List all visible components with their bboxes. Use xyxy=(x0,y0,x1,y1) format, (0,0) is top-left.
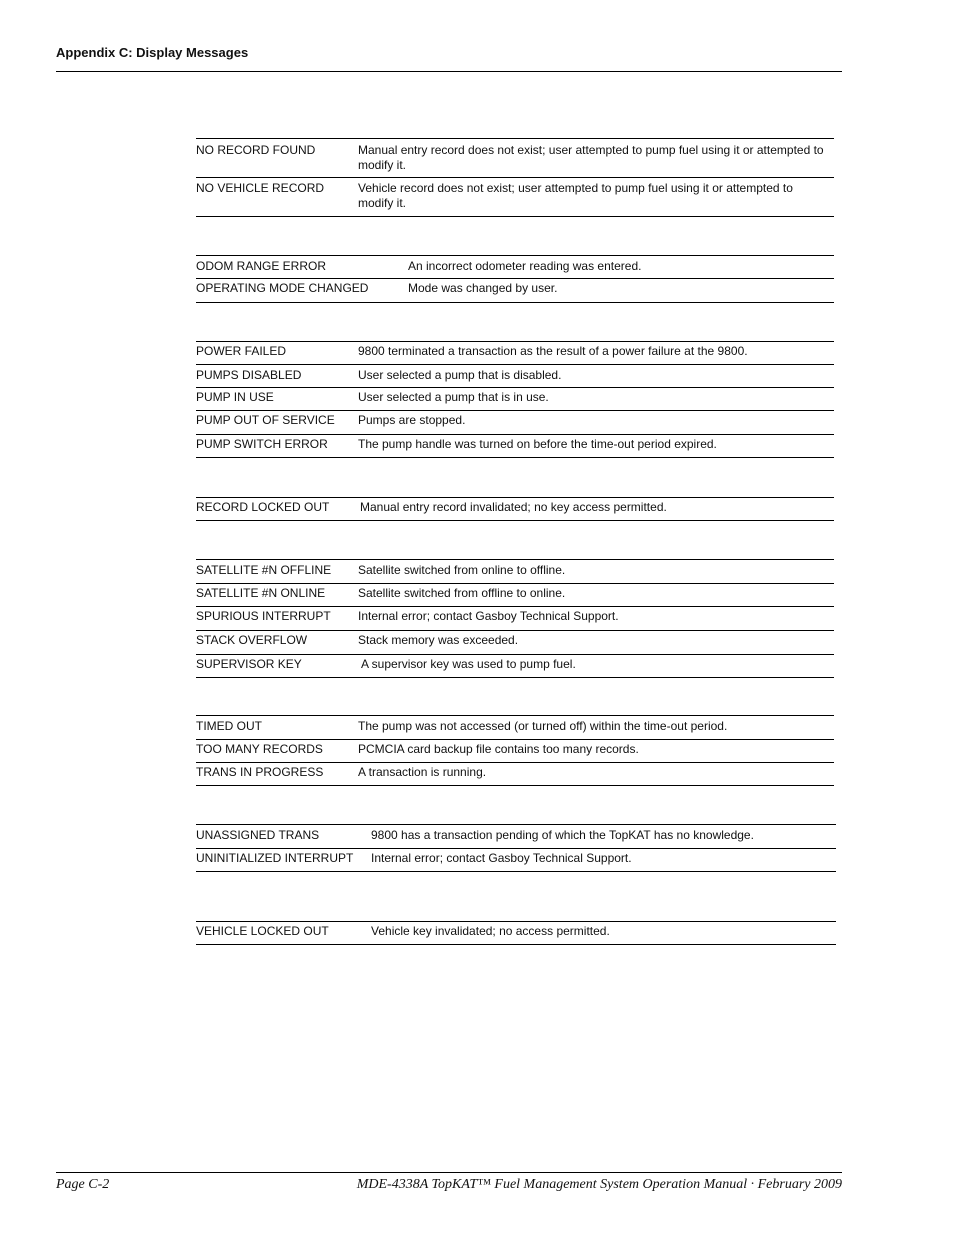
message-table-o xyxy=(196,255,834,303)
message-code: VEHICLE LOCKED OUT xyxy=(196,924,329,938)
page-header-title: Appendix C: Display Messages xyxy=(56,45,249,60)
message-description: The pump handle was turned on before the time-out period expired. xyxy=(358,437,717,451)
message-code: PUMP OUT OF SERVICE xyxy=(196,413,335,427)
message-description: Manual entry record does not exist; user attempted to pump fuel using it or attempted to modify it. xyxy=(358,143,824,172)
page-number: Page C-2 xyxy=(56,1177,110,1192)
message-code: UNINITIALIZED INTERRUPT xyxy=(196,851,354,865)
message-description: A transaction is running. xyxy=(358,765,487,779)
message-code: PUMP SWITCH ERROR xyxy=(196,437,328,451)
message-code: POWER FAILED xyxy=(196,344,287,358)
message-description: Mode was changed by user. xyxy=(408,281,558,295)
message-code: STACK OVERFLOW xyxy=(196,633,308,647)
message-code: TRANS IN PROGRESS xyxy=(196,765,324,779)
message-description: Internal error; contact Gasboy Technical Support. xyxy=(371,851,632,865)
message-code: PUMP IN USE xyxy=(196,390,274,404)
table-row xyxy=(196,631,834,655)
message-description: Vehicle key invalidated; no access permitted. xyxy=(371,924,610,938)
message-table-s xyxy=(196,559,834,678)
table-row xyxy=(196,279,834,303)
table-row xyxy=(196,341,834,365)
message-table-t xyxy=(196,715,834,786)
manual-title: MDE-4338A TopKAT™ Fuel Management System Operation Manual · February 2009 xyxy=(356,1177,842,1192)
message-code: TIMED OUT xyxy=(196,719,262,733)
message-code: ODOM RANGE ERROR xyxy=(196,259,327,273)
table-row xyxy=(196,497,834,521)
table-row xyxy=(196,388,834,411)
message-code: UNASSIGNED TRANS xyxy=(196,828,320,842)
message-code: SATELLITE #N OFFLINE xyxy=(196,563,332,577)
table-row xyxy=(196,763,834,786)
message-table-p xyxy=(196,341,834,458)
message-description: An incorrect odometer reading was entered. xyxy=(408,259,642,273)
message-code: TOO MANY RECORDS xyxy=(196,742,323,756)
message-description: User selected a pump that is disabled. xyxy=(358,368,562,382)
table-row xyxy=(196,435,834,458)
message-description: PCMCIA card backup file contains too many records. xyxy=(358,742,639,756)
table-row xyxy=(196,740,834,763)
message-description: Internal error; contact Gasboy Technical Support. xyxy=(358,609,619,623)
message-description: A supervisor key was used to pump fuel. xyxy=(361,657,576,671)
message-description: User selected a pump that is in use. xyxy=(358,390,549,404)
table-row xyxy=(196,178,834,217)
message-description: Manual entry record invalidated; no key access permitted. xyxy=(360,500,667,514)
message-code: OPERATING MODE CHANGED xyxy=(196,281,369,295)
table-row xyxy=(196,655,834,678)
message-description: Pumps are stopped. xyxy=(358,413,466,427)
message-code: RECORD LOCKED OUT xyxy=(196,500,330,514)
message-code: SUPERVISOR KEY xyxy=(196,657,302,671)
message-table-u xyxy=(196,824,836,872)
message-description: Satellite switched from online to offline. xyxy=(358,563,566,577)
table-row xyxy=(196,559,834,584)
table-row xyxy=(196,824,836,849)
message-description: 9800 has a transaction pending of which the TopKAT has no knowledge. xyxy=(371,828,754,842)
message-description: Satellite switched from offline to online. xyxy=(358,586,566,600)
table-row xyxy=(196,365,834,388)
header-rule xyxy=(56,71,842,72)
message-table-v xyxy=(196,921,836,945)
message-description: Stack memory was exceeded. xyxy=(358,633,519,647)
table-row xyxy=(196,411,834,435)
message-description: 9800 terminated a transaction as the result of a power failure at the 9800. xyxy=(358,344,748,358)
footer-rule xyxy=(56,1172,842,1173)
message-code: NO RECORD FOUND xyxy=(196,143,316,157)
table-row xyxy=(196,849,836,872)
table-row xyxy=(196,255,834,279)
table-row xyxy=(196,921,836,945)
message-table-r xyxy=(196,497,834,521)
message-code: PUMPS DISABLED xyxy=(196,368,302,382)
message-code: NO VEHICLE RECORD xyxy=(196,181,325,195)
message-table-n xyxy=(196,138,834,217)
message-description: The pump was not accessed (or turned off) within the time-out period. xyxy=(358,719,728,733)
table-row xyxy=(196,607,834,631)
message-description: Vehicle record does not exist; user attempted to pump fuel using it or attempted to modify it. xyxy=(358,181,793,210)
table-row xyxy=(196,138,834,178)
message-code: SATELLITE #N ONLINE xyxy=(196,586,326,600)
message-code: SPURIOUS INTERRUPT xyxy=(196,609,331,623)
table-row xyxy=(196,584,834,607)
table-row xyxy=(196,715,834,740)
